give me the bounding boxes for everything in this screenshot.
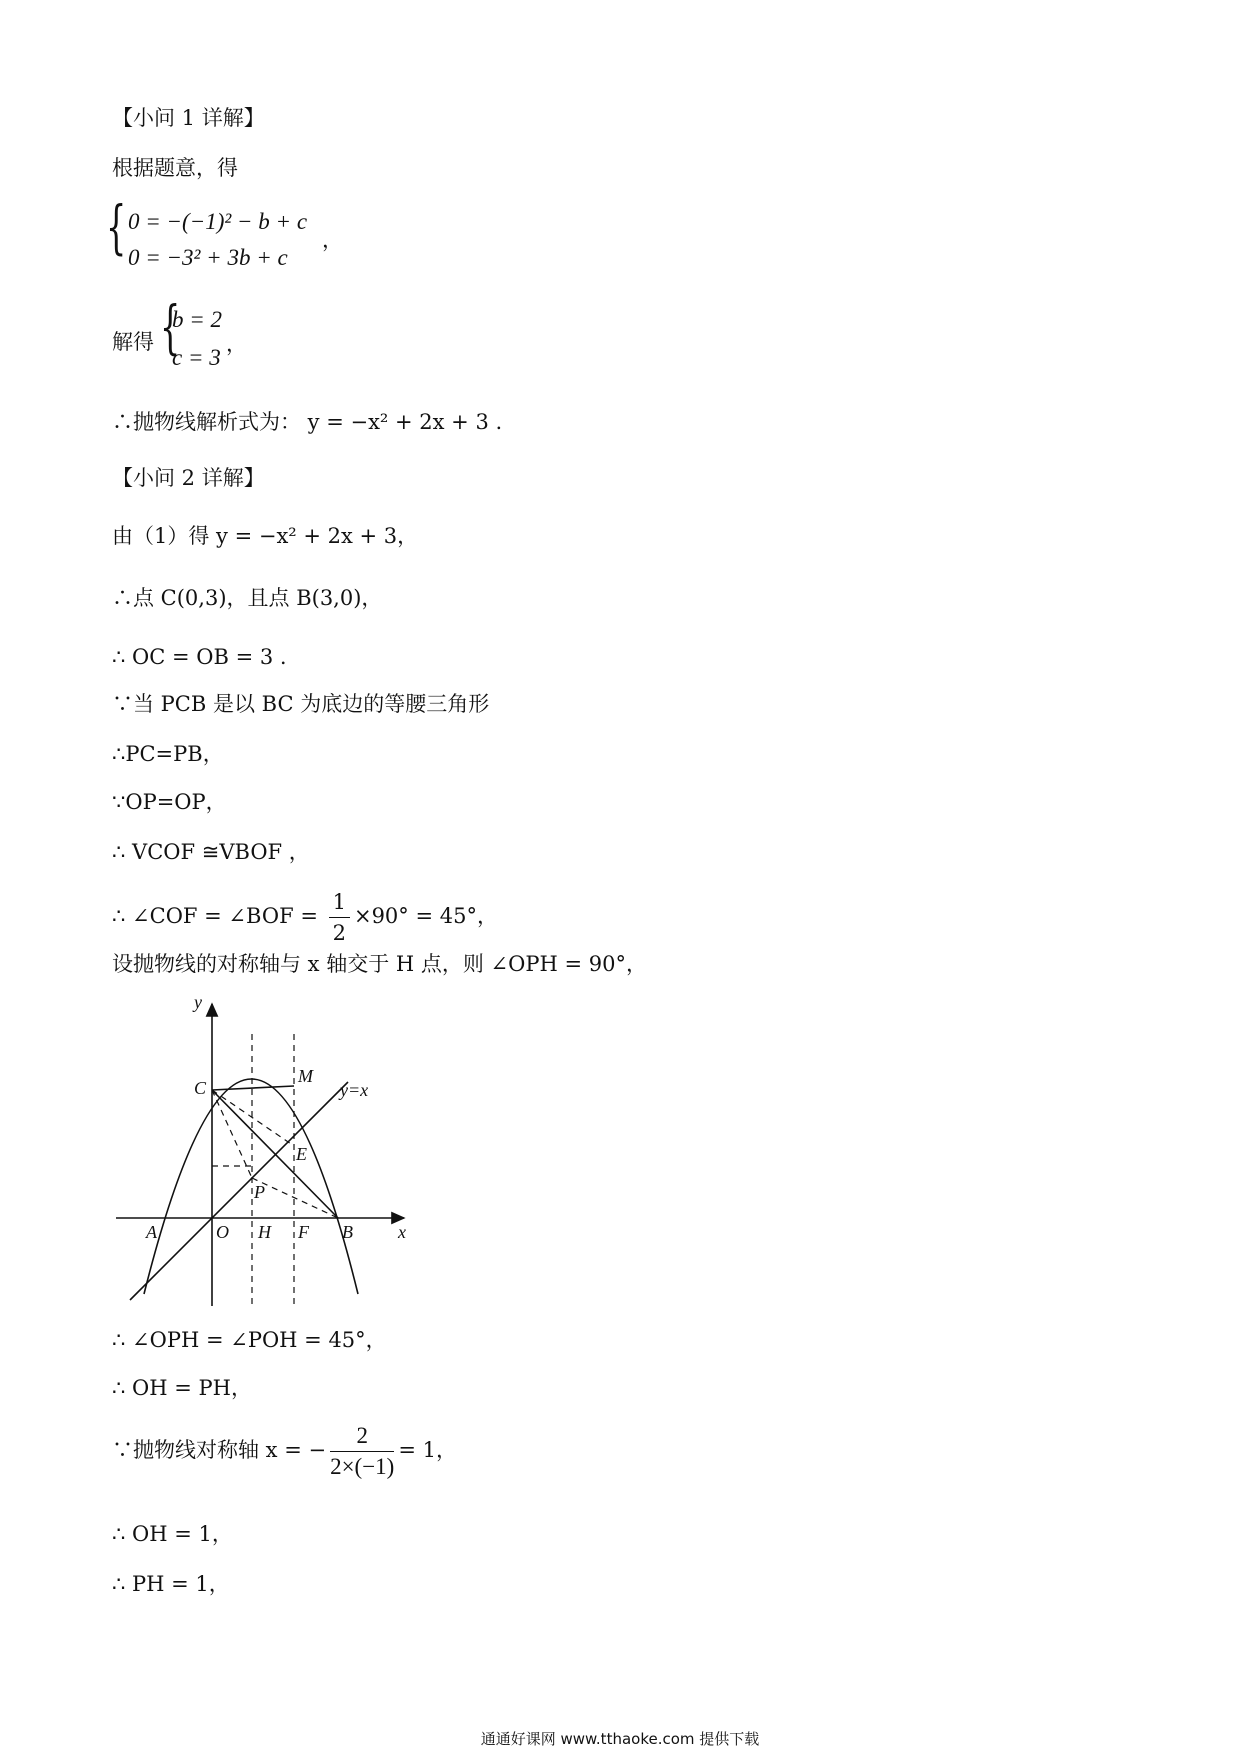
q2-line-7: ∴ VCOF ≅VBOF ， — [112, 840, 310, 864]
system2-eq1: b = 2 — [172, 307, 223, 332]
line-y-equals-x — [130, 1082, 348, 1300]
label-p: P — [254, 1182, 265, 1202]
system1-comma: ， — [322, 228, 343, 252]
sym-numerator: 2 — [330, 1421, 394, 1452]
label-o: O — [216, 1222, 229, 1242]
label-e: E — [296, 1144, 307, 1164]
label-m: M — [298, 1066, 313, 1086]
final-line-1: ∴ OH = 1， — [112, 1522, 233, 1546]
sym-suffix: = 1， — [398, 1438, 457, 1462]
q2-line-1: 由（1）得 y = −x² + 2x + 3， — [112, 524, 419, 548]
system-brace-2: { — [160, 293, 181, 361]
half-denominator: 2 — [332, 921, 346, 945]
segment-cm — [212, 1086, 294, 1090]
after-line-2: ∴ OH = PH， — [112, 1376, 252, 1400]
label-f: F — [298, 1222, 309, 1242]
angle-suffix: ×90° = 45°， — [353, 904, 498, 928]
q2-heading: 【小问 2 详解】 — [112, 466, 265, 490]
parabola-figure — [112, 994, 422, 1314]
label-y-axis: y — [194, 994, 202, 1012]
half-fraction — [329, 887, 350, 948]
sym-fraction — [330, 1421, 394, 1482]
label-b: B — [342, 1222, 353, 1242]
q2-line-6: ∵OP=OP， — [112, 790, 227, 814]
angle-line — [112, 886, 498, 948]
half-numerator: 1 — [329, 887, 350, 918]
after-line-1: ∴ ∠OPH = ∠POH = 45°， — [112, 1328, 387, 1352]
q2-line-5: ∴PC=PB， — [112, 742, 224, 766]
label-h: H — [258, 1222, 271, 1242]
q2-line-2: ∴点 C(0,3)，且点 B(3,0)， — [112, 586, 383, 610]
sym-prefix: ∵抛物线对称轴 x = − — [112, 1438, 327, 1462]
solve-label: 解得 — [112, 330, 154, 354]
q2-line-3: ∴ OC = OB = 3 . — [112, 645, 287, 669]
sym-denominator: 2×(−1) — [330, 1454, 395, 1479]
page-footer: 通通好课网 www.tthaoke.com 提供下载 — [480, 1730, 760, 1748]
q1-heading: 【小问 1 详解】 — [112, 106, 265, 130]
angle-prefix: ∴ ∠COF = ∠BOF = — [112, 904, 325, 928]
q1-intro: 根据题意，得 — [112, 156, 238, 180]
system1-eq1: 0 = −(−1)² − b + c — [128, 209, 308, 234]
segment-ce-dashed — [212, 1090, 294, 1146]
q2-line-4: ∵当 PCB 是以 BC 为底边的等腰三角形 — [112, 692, 490, 716]
final-line-2: ∴ PH = 1， — [112, 1572, 230, 1596]
axis-line: 设抛物线的对称轴与 x 轴交于 H 点，则 ∠OPH = 90°， — [112, 952, 647, 976]
q1-conclusion: ∴抛物线解析式为： y = −x² + 2x + 3 . — [112, 410, 503, 434]
system2-comma: ， — [226, 332, 247, 356]
label-line: y=x — [340, 1080, 369, 1100]
label-x-axis: x — [398, 1222, 406, 1242]
system2-eq2: c = 3 — [172, 345, 221, 370]
label-a: A — [146, 1222, 157, 1242]
system-brace-1: { — [106, 193, 127, 261]
symmetry-line — [112, 1418, 457, 1482]
parabola-curve — [144, 1079, 358, 1294]
label-c: C — [194, 1078, 207, 1098]
system1-eq2: 0 = −3² + 3b + c — [128, 245, 288, 270]
